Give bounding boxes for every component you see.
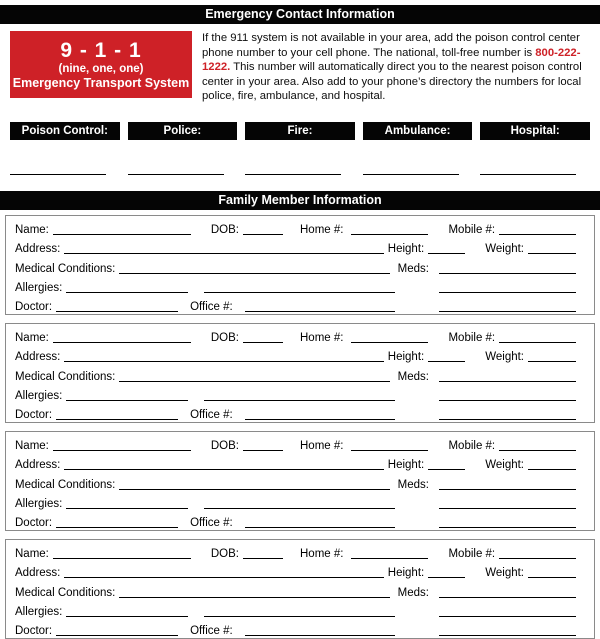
medical-conditions-label: Medical Conditions: (15, 586, 116, 599)
mobile-phone-label: Mobile #: (448, 224, 496, 237)
poison-control-paragraph (202, 31, 592, 104)
member-row-allergies (15, 600, 576, 619)
meds-continuation-line-1[interactable] (439, 508, 576, 509)
weight-label: Weight: (485, 567, 524, 580)
medical-conditions-line[interactable] (119, 381, 389, 382)
member-row-allergies (15, 492, 576, 511)
member-row-doctor (15, 619, 576, 638)
contact-label-ambulance: Ambulance: (363, 122, 473, 140)
allergies-label: Allergies: (15, 281, 63, 294)
allergies-continuation-line[interactable] (204, 400, 395, 401)
medical-conditions-line[interactable] (119, 489, 389, 490)
meds-continuation-line-2[interactable] (439, 527, 576, 528)
office-phone-label: Office #: (190, 516, 233, 529)
name-label: Name: (15, 440, 49, 453)
doctor-line[interactable] (56, 419, 178, 420)
dob-line[interactable] (243, 450, 283, 451)
911-badge (10, 31, 192, 98)
meds-label: Meds: (397, 586, 429, 599)
info-text-before: If the 911 system is not available in your area, add the poison control center phone number to your cell phone. The national, toll-free number is (202, 32, 580, 59)
ambulance-phone-line[interactable] (363, 161, 459, 175)
family-member-box (5, 323, 595, 423)
poison-control-phone-line[interactable] (10, 161, 106, 175)
member-row-address (15, 345, 576, 364)
family-member-boxes (0, 215, 600, 639)
office-phone-line[interactable] (245, 527, 395, 528)
office-phone-line[interactable] (245, 419, 395, 420)
contact-labels-row (10, 122, 590, 140)
height-label: Height: (387, 351, 425, 364)
allergies-line[interactable] (66, 508, 188, 509)
member-row-address (15, 237, 576, 256)
height-label: Height: (387, 567, 425, 580)
home-phone-line[interactable] (351, 558, 428, 559)
member-row-allergies (15, 276, 576, 295)
doctor-line[interactable] (56, 527, 178, 528)
dob-label: DOB: (210, 440, 239, 453)
allergies-line[interactable] (66, 400, 188, 401)
dob-label: DOB: (210, 548, 239, 561)
weight-line[interactable] (528, 577, 576, 578)
911-number-words: (nine, one, one) (58, 62, 144, 75)
height-line[interactable] (428, 253, 465, 254)
dob-line[interactable] (243, 342, 283, 343)
meds-continuation-line-1[interactable] (439, 292, 576, 293)
meds-line[interactable] (439, 597, 576, 598)
meds-continuation-line-2[interactable] (439, 311, 576, 312)
contact-label-hospital: Hospital: (480, 122, 590, 140)
member-row-medical (15, 580, 576, 599)
office-phone-label: Office #: (190, 624, 233, 637)
allergies-continuation-line[interactable] (204, 508, 395, 509)
home-phone-line[interactable] (351, 234, 428, 235)
member-row-name (15, 326, 576, 345)
contact-label-police: Police: (128, 122, 238, 140)
allergies-continuation-line[interactable] (204, 292, 395, 293)
name-line[interactable] (53, 558, 191, 559)
fire-phone-line[interactable] (245, 161, 341, 175)
weight-label: Weight: (485, 351, 524, 364)
office-phone-label: Office #: (190, 300, 233, 313)
address-label: Address: (15, 459, 61, 472)
home-phone-line[interactable] (351, 450, 428, 451)
address-label: Address: (15, 351, 61, 364)
section-header-family-member-text: Family Member Information (218, 192, 382, 207)
member-row-doctor (15, 295, 576, 314)
contact-lines-row (10, 161, 590, 175)
allergies-line[interactable] (66, 292, 188, 293)
medical-conditions-line[interactable] (119, 597, 389, 598)
dob-line[interactable] (243, 234, 283, 235)
family-member-box (5, 431, 595, 531)
member-row-address (15, 453, 576, 472)
height-line[interactable] (428, 577, 465, 578)
member-row-name (15, 542, 576, 561)
section-header-family-member (0, 191, 600, 210)
meds-label: Meds: (397, 370, 429, 383)
address-line[interactable] (64, 361, 383, 362)
height-label: Height: (387, 459, 425, 472)
emergency-contact-form (0, 5, 600, 637)
member-row-doctor (15, 403, 576, 422)
member-row-medical (15, 472, 576, 491)
home-phone-label: Home #: (300, 440, 344, 453)
meds-label: Meds: (397, 478, 429, 491)
poison-hotline-number: 800-222-1222. (202, 46, 581, 74)
meds-continuation-line-1[interactable] (439, 400, 576, 401)
family-member-box (5, 539, 595, 639)
allergies-line[interactable] (66, 616, 188, 617)
doctor-label: Doctor: (15, 300, 53, 313)
member-row-name (15, 218, 576, 237)
911-system-name: Emergency Transport System (12, 75, 190, 90)
doctor-line[interactable] (56, 635, 178, 636)
doctor-label: Doctor: (15, 516, 53, 529)
name-label: Name: (15, 548, 49, 561)
meds-continuation-line-2[interactable] (439, 419, 576, 420)
contact-label-poison-control: Poison Control: (10, 122, 120, 140)
height-line[interactable] (428, 469, 465, 470)
allergies-continuation-line[interactable] (204, 616, 395, 617)
info-text-after: This number will automatically direct you to the nearest poison control center in your area. Also add to your phone’s directory the numbers for local police, fire, ambulance, and hospital. (202, 61, 582, 103)
member-row-address (15, 561, 576, 580)
medical-conditions-label: Medical Conditions: (15, 478, 116, 491)
mobile-phone-line[interactable] (499, 450, 576, 451)
office-phone-line[interactable] (245, 635, 395, 636)
medical-conditions-line[interactable] (119, 273, 389, 274)
section-header-emergency-contact-text: Emergency Contact Information (205, 7, 395, 21)
mobile-phone-line[interactable] (499, 342, 576, 343)
allergies-label: Allergies: (15, 497, 63, 510)
home-phone-label: Home #: (300, 224, 344, 237)
mobile-phone-label: Mobile #: (448, 548, 496, 561)
name-label: Name: (15, 224, 49, 237)
mobile-phone-line[interactable] (499, 558, 576, 559)
allergies-label: Allergies: (15, 389, 63, 402)
doctor-label: Doctor: (15, 624, 53, 637)
address-line[interactable] (64, 469, 383, 470)
contact-label-fire: Fire: (245, 122, 355, 140)
name-line[interactable] (53, 234, 191, 235)
weight-label: Weight: (485, 459, 524, 472)
meds-line[interactable] (439, 381, 576, 382)
mobile-phone-label: Mobile #: (448, 440, 496, 453)
member-row-doctor (15, 511, 576, 530)
allergies-label: Allergies: (15, 605, 63, 618)
home-phone-label: Home #: (300, 332, 344, 345)
doctor-label: Doctor: (15, 408, 53, 421)
office-phone-label: Office #: (190, 408, 233, 421)
medical-conditions-label: Medical Conditions: (15, 262, 116, 275)
height-label: Height: (387, 243, 425, 256)
top-section (10, 31, 592, 104)
weight-line[interactable] (528, 361, 576, 362)
dob-label: DOB: (210, 224, 239, 237)
address-label: Address: (15, 567, 61, 580)
name-line[interactable] (53, 450, 191, 451)
weight-line[interactable] (528, 253, 576, 254)
meds-continuation-line-1[interactable] (439, 616, 576, 617)
meds-line[interactable] (439, 273, 576, 274)
hospital-phone-line[interactable] (480, 161, 576, 175)
dob-label: DOB: (210, 332, 239, 345)
name-label: Name: (15, 332, 49, 345)
meds-line[interactable] (439, 489, 576, 490)
weight-line[interactable] (528, 469, 576, 470)
home-phone-line[interactable] (351, 342, 428, 343)
office-phone-line[interactable] (245, 311, 395, 312)
address-label: Address: (15, 243, 61, 256)
911-number: 9 - 1 - 1 (60, 38, 142, 62)
address-line[interactable] (64, 577, 383, 578)
member-row-medical (15, 256, 576, 275)
mobile-phone-line[interactable] (499, 234, 576, 235)
name-line[interactable] (53, 342, 191, 343)
height-line[interactable] (428, 361, 465, 362)
member-row-allergies (15, 384, 576, 403)
mobile-phone-label: Mobile #: (448, 332, 496, 345)
section-header-emergency-contact (0, 5, 600, 24)
home-phone-label: Home #: (300, 548, 344, 561)
member-row-medical (15, 364, 576, 383)
address-line[interactable] (64, 253, 383, 254)
family-member-box (5, 215, 595, 315)
member-row-name (15, 434, 576, 453)
police-phone-line[interactable] (128, 161, 224, 175)
meds-label: Meds: (397, 262, 429, 275)
medical-conditions-label: Medical Conditions: (15, 370, 116, 383)
dob-line[interactable] (243, 558, 283, 559)
meds-continuation-line-2[interactable] (439, 635, 576, 636)
weight-label: Weight: (485, 243, 524, 256)
doctor-line[interactable] (56, 311, 178, 312)
